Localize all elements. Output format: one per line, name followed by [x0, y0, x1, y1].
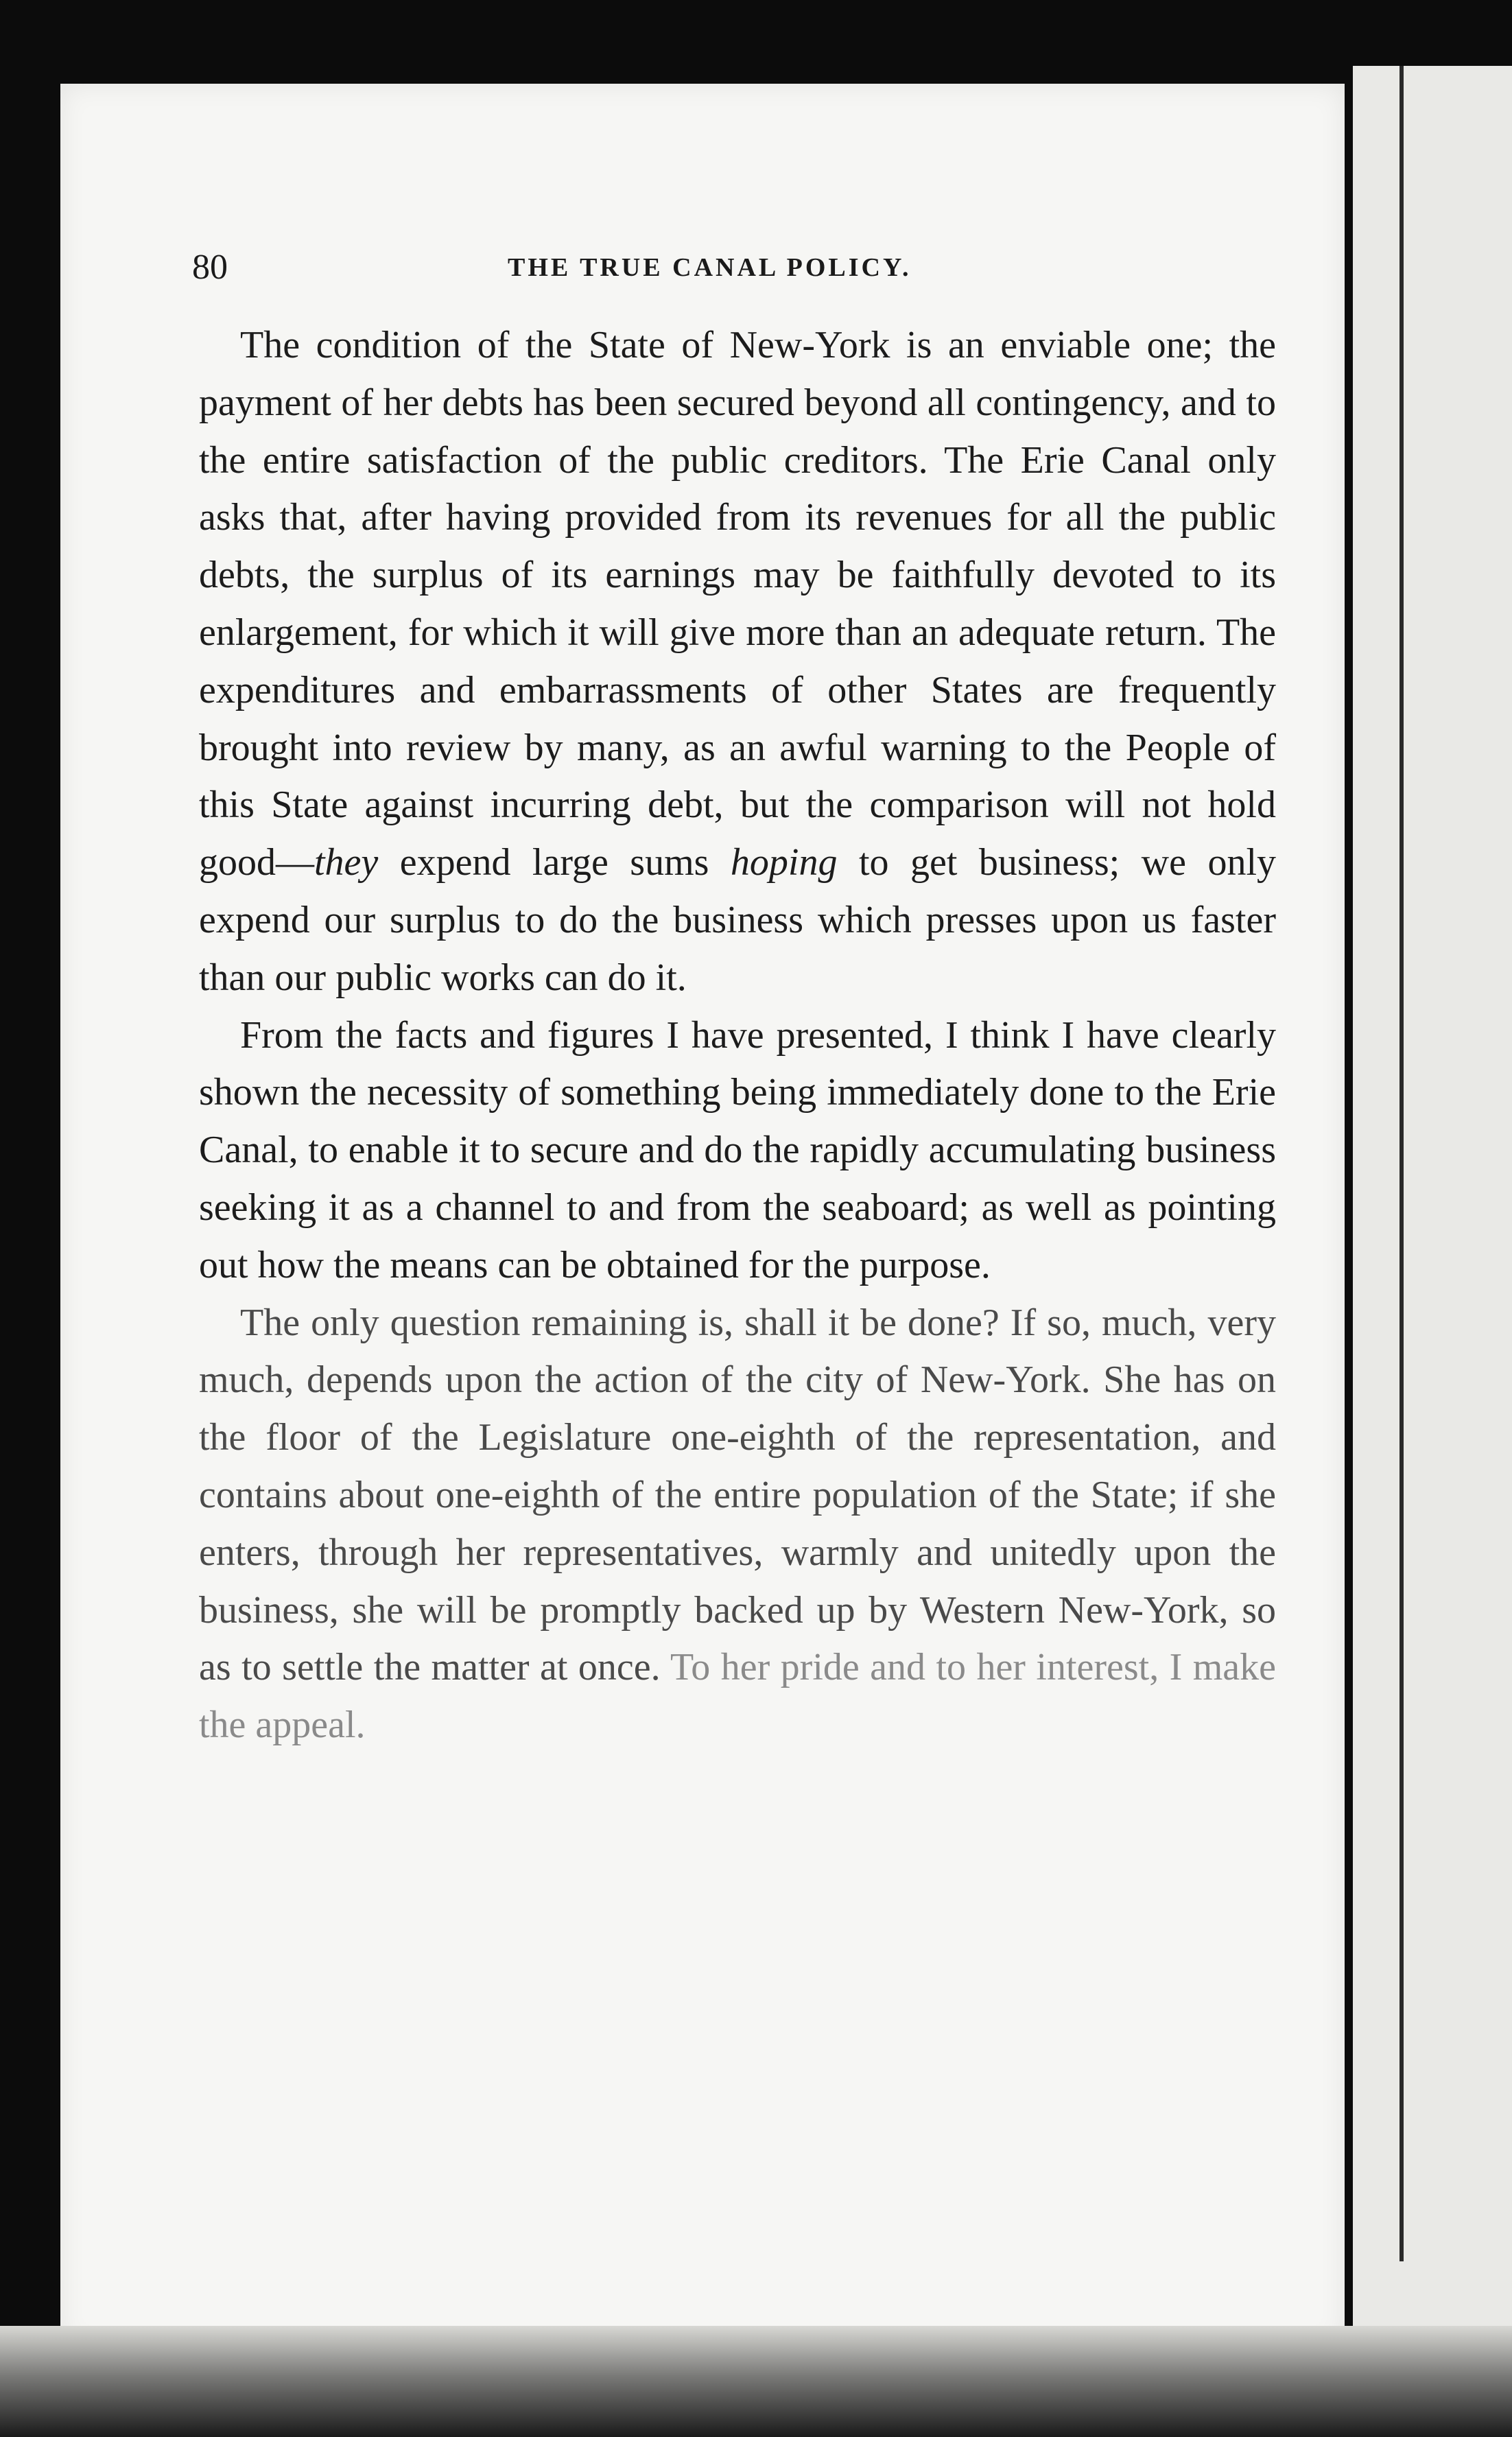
adjacent-page-edge: [1353, 66, 1512, 2351]
paragraph-2: [199, 1007, 1276, 1295]
paragraph-1: [199, 317, 1276, 1007]
paragraph-3-text: The only question remaining is, shall it be done? If so, much, very much, depends upon the action of the city of New-York. She has on the floor of the Legislature one-eighth of the representation, and contains about one-eighth of the entire population of the State; if she enters, through her representatives, warmly and unitedly upon the business, she will be promptly backed up by Western New-York, so as to settle the matter at once.: [199, 1301, 1276, 1689]
running-head-title: THE TRUE CANAL POLICY.: [508, 253, 912, 282]
scan-bottom-border: [0, 2326, 1512, 2437]
paragraph-1-text-c: to get business; we only expend our surplus to do the business which presses upon us faster than our public works can do it.: [199, 841, 1276, 999]
body-text: [199, 317, 1276, 1754]
paragraph-2-text: From the facts and figures I have presented, I think I have clearly shown the necessity of something being immediately done to the Erie Canal, to enable it to secure and do the rapidly accumulating business seeking it as a channel to and from the seaboard; as well as pointing out how the means can be obtained for the purpose.: [199, 1013, 1276, 1286]
running-head: [192, 247, 1290, 288]
paragraph-1-text-a: The condition of the State of New-York is an enviable one; the payment of her debts has been secured beyond all contingency, and to the entire satisfaction of the public creditors. The Erie Canal only asks that, after having provided from its revenues for all the public debts, the surplus of its earnings may be faithfully devoted to its enlargement, for which it will give more than an adequate return. The expenditures and embarrassments of other States are frequently brought into review by many, as an awful warning to the People of this State against incurring debt, but the comparison will not hold good—: [199, 324, 1276, 884]
scan-left-border: [0, 0, 60, 2437]
page-fold-line: [1399, 66, 1404, 2261]
paragraph-3-closing: To her pride and to her interest, I make the appeal.: [199, 1646, 1277, 1747]
paragraph-3: [199, 1295, 1276, 1754]
italic-they: they: [314, 841, 379, 884]
page-number: 80: [192, 248, 228, 287]
paragraph-1-text-b: expend large sums: [378, 841, 731, 884]
italic-hoping: hoping: [730, 841, 838, 884]
